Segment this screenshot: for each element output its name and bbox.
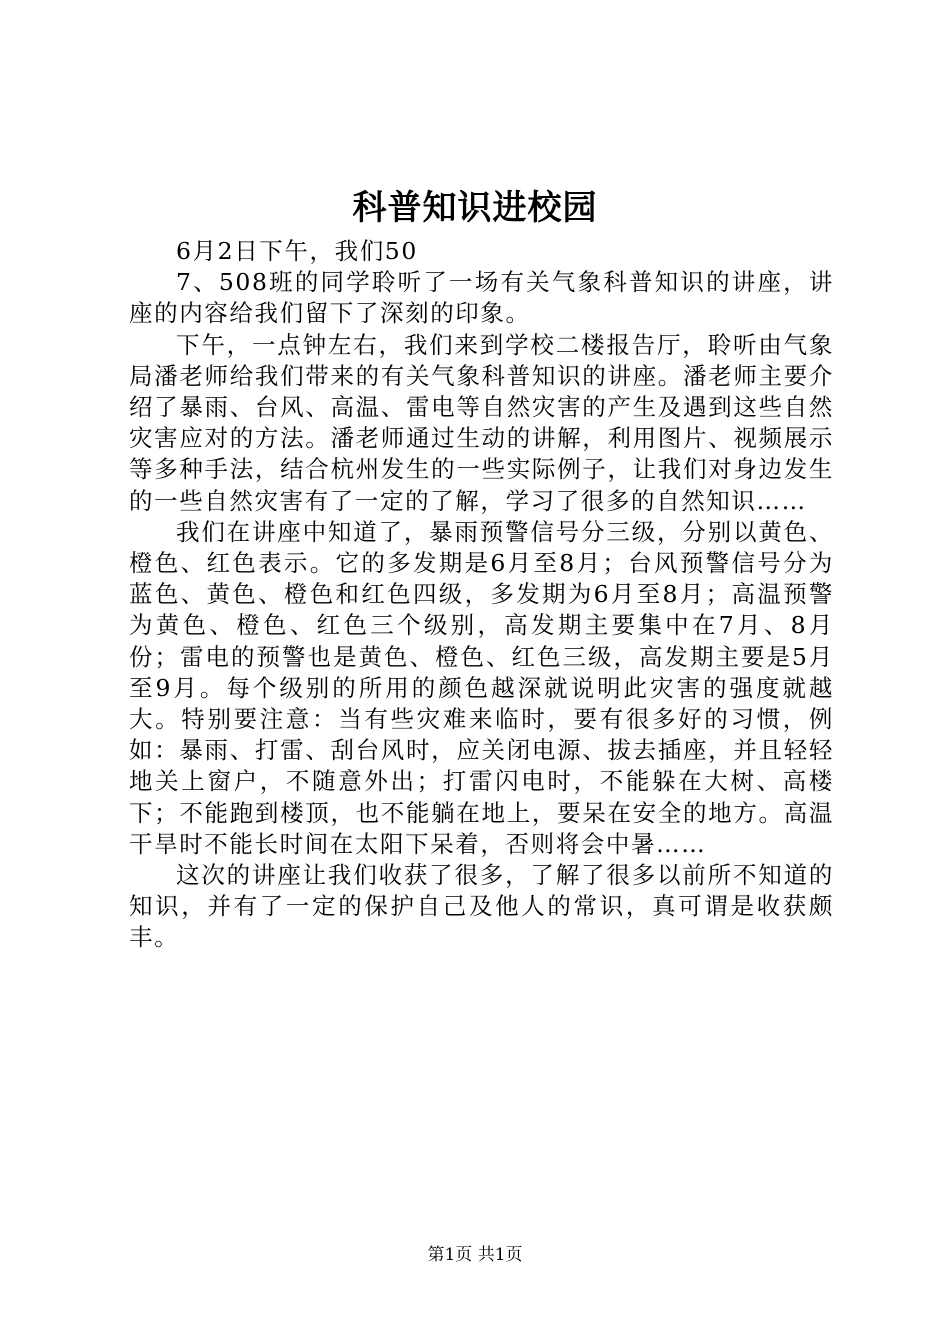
page-number-footer: 第1页 共1页: [427, 1245, 523, 1265]
paragraph-5: 这次的讲座让我们收获了很多，了解了很多以前所不知道的知识，并有了一定的保护自己及他人的常识，真可谓是收获颇丰。: [129, 861, 834, 952]
paragraph-3: 下午，一点钟左右，我们来到学校二楼报告厅，聆听由气象局潘老师给我们带来的有关气象科普知识的讲座。潘老师主要介绍了暴雨、台风、高温、雷电等自然灾害的产生及遇到这些自然灾害应对的方法。潘老师通过生动的讲解，利用图片、视频展示等多种手法，结合杭州发生的一些实际例子，让我们对身边发生的一些自然灾害有了一定的了解，学习了很多的自然知识……: [129, 330, 834, 515]
paragraph-2: 7、508班的同学聆听了一场有关气象科普知识的讲座，讲座的内容给我们留下了深刻的印象。: [129, 268, 834, 328]
document-title: 科普知识进校园: [352, 188, 598, 228]
paragraph-4: 我们在讲座中知道了，暴雨预警信号分三级，分别以黄色、橙色、红色表示。它的多发期是6月至8月；台风预警信号分为蓝色、黄色、橙色和红色四级，多发期为6月至8月；高温预警为黄色、橙色、红色三个级别，高发期主要集中在7月、8月份；雷电的预警也是黄色、橙色、红色三级，高发期主要是5月至9月。每个级别的所用的颜色越深就说明此灾害的强度就越大。特别要注意：当有些灾难来临时，要有很多好的习惯，例如：暴雨、打雷、刮台风时，应关闭电源、拔去插座，并且轻轻地关上窗户，不随意外出；打雷闪电时，不能躲在大树、高楼下；不能跑到楼顶，也不能躺在地上，要呆在安全的地方。高温干旱时不能长时间在太阳下呆着，否则将会中暑……: [129, 517, 834, 858]
document-body: [129, 236, 834, 954]
paragraph-1: 6月2日下午，我们50: [176, 237, 418, 265]
